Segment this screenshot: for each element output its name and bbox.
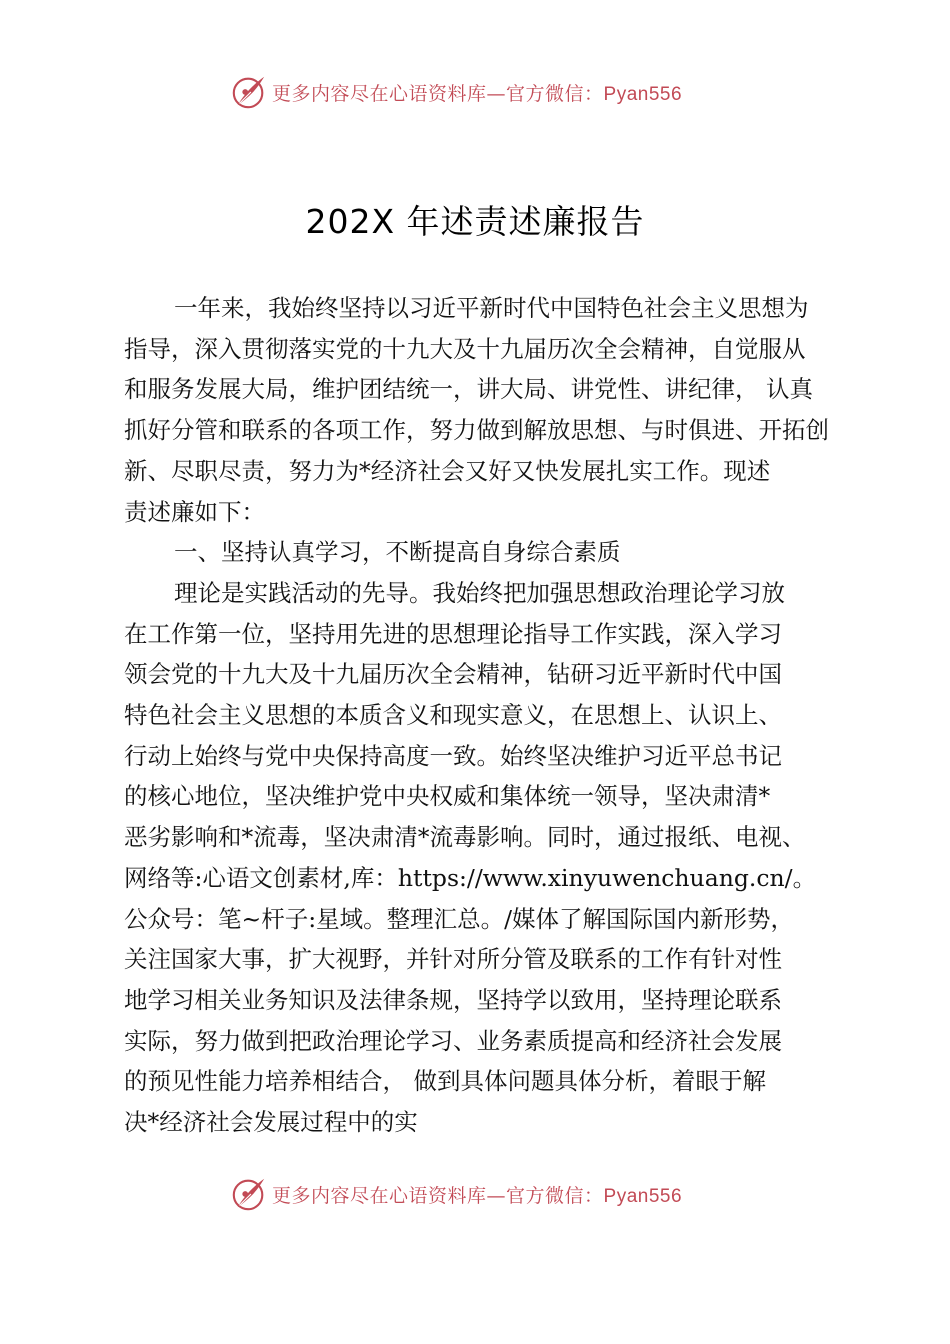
body-line: 责述廉如下： bbox=[124, 497, 265, 526]
body-line: 的核心地位，坚决维护党中央权威和集体统一领导，坚决肃清* bbox=[124, 782, 771, 811]
body-line: 一年来，我始终坚持以习近平新时代中国特色社会主义思想为 bbox=[174, 294, 809, 322]
header-watermark-banner bbox=[230, 72, 750, 112]
document-title: 202X 年述责述廉报告 bbox=[305, 202, 645, 241]
body-line: 网络等:心语文创素材,库：https://www.xinyuwenchuang.cn/。 bbox=[124, 863, 817, 892]
banner-wechat-id: Pyan556 bbox=[603, 1185, 683, 1207]
body-line: 新、尽职尽责，努力为*经济社会又好又快发展扎实工作。现述 bbox=[124, 456, 771, 485]
body-line: 恶劣影响和*流毒，坚决肃清*流毒影响。同时，通过报纸、电视、 bbox=[124, 823, 806, 852]
body-line: 理论是实践活动的先导。我始终把加强思想政治理论学习放 bbox=[174, 578, 785, 607]
body-line: 特色社会主义思想的本质含义和现实意义，在思想上、认识上、 bbox=[124, 701, 782, 730]
body-line: 的预见性能力培养相结合， 做到具体问题具体分析，着眼于解 bbox=[124, 1067, 766, 1096]
body-line: 在工作第一位，坚持用先进的思想理论指导工作实践，深入学习 bbox=[124, 619, 782, 648]
quill-pen-logo-icon bbox=[230, 1175, 268, 1213]
banner-label: 更多内容尽在心语资料库—官方微信： bbox=[272, 1184, 604, 1207]
banner-text bbox=[272, 79, 682, 106]
banner-text bbox=[272, 1181, 682, 1208]
body-line: 抓好分管和联系的各项工作，努力做到解放思想、与时俱进、开拓创 bbox=[124, 416, 829, 445]
body-line: 指导，深入贯彻落实党的十九大及十九届历次全会精神，自觉服从 bbox=[124, 334, 806, 363]
body-line: 公众号：笔~杆子:星域。整理汇总。/媒体了解国际国内新形势， bbox=[124, 904, 795, 933]
banner-label: 更多内容尽在心语资料库—官方微信： bbox=[272, 82, 604, 105]
body-line: 行动上始终与党中央保持高度一致。始终坚决维护习近平总书记 bbox=[124, 741, 782, 770]
footer-watermark-banner bbox=[230, 1174, 750, 1214]
quill-pen-logo-icon bbox=[230, 73, 268, 111]
section-heading: 一、坚持认真学习，不断提高自身综合素质 bbox=[174, 538, 621, 567]
body-line: 地学习相关业务知识及法律条规，坚持学以致用，坚持理论联系 bbox=[124, 985, 782, 1014]
body-line: 领会党的十九大及十九届历次全会精神，钻研习近平新时代中国 bbox=[124, 660, 782, 689]
document-body bbox=[124, 288, 844, 1143]
body-line: 决*经济社会发展过程中的实 bbox=[124, 1108, 418, 1137]
body-line: 实际，努力做到把政治理论学习、业务素质提高和经济社会发展 bbox=[124, 1026, 782, 1055]
banner-wechat-id: Pyan556 bbox=[603, 83, 683, 105]
body-line: 和服务发展大局，维护团结统一，讲大局、讲党性、讲纪律， 认真 bbox=[124, 375, 813, 404]
body-line: 关注国家大事，扩大视野，并针对所分管及联系的工作有针对性 bbox=[124, 945, 782, 974]
